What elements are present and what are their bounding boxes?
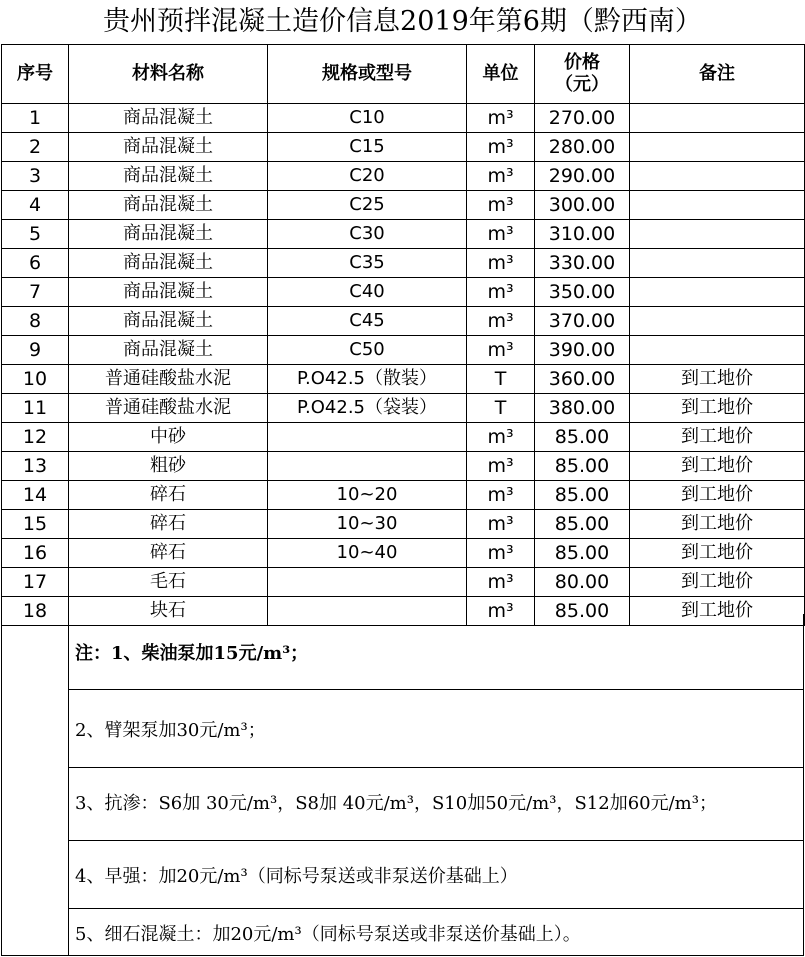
cell-material-name: 商品混凝土 <box>69 191 268 220</box>
cell-spec: C20 <box>268 162 467 191</box>
cell-material-name: 中砂 <box>69 423 268 452</box>
cell-spec: P.O42.5（袋装） <box>268 394 467 423</box>
cell-unit: m³ <box>467 278 535 307</box>
cell-material-name: 商品混凝土 <box>69 307 268 336</box>
cell-unit: m³ <box>467 133 535 162</box>
cell-unit: T <box>467 365 535 394</box>
cell-unit: m³ <box>467 307 535 336</box>
table-row <box>2 249 805 278</box>
cell-material-name: 普通硅酸盐水泥 <box>69 365 268 394</box>
table-row <box>2 133 805 162</box>
cell-spec <box>268 423 467 452</box>
cell-material-name: 商品混凝土 <box>69 133 268 162</box>
cell-material-name: 商品混凝土 <box>69 162 268 191</box>
cell-spec: C50 <box>268 336 467 365</box>
cell-remark: 到工地价 <box>630 365 805 394</box>
cell-remark <box>630 249 805 278</box>
notes-spacer <box>2 614 69 955</box>
cell-unit: m³ <box>467 423 535 452</box>
header-price-line1: 价格 <box>564 52 600 73</box>
cell-material-name: 碎石 <box>69 510 268 539</box>
table-row <box>2 162 805 191</box>
cell-unit: m³ <box>467 452 535 481</box>
cell-remark <box>630 162 805 191</box>
cell-material-name: 粗砂 <box>69 452 268 481</box>
cell-remark: 到工地价 <box>630 539 805 568</box>
cell-price: 290.00 <box>535 162 630 191</box>
cell-price: 280.00 <box>535 133 630 162</box>
cell-price: 85.00 <box>535 423 630 452</box>
cell-no: 12 <box>2 423 69 452</box>
cell-spec <box>268 452 467 481</box>
cell-remark: 到工地价 <box>630 481 805 510</box>
cell-remark: 到工地价 <box>630 423 805 452</box>
cell-unit: m³ <box>467 510 535 539</box>
table-row <box>2 394 805 423</box>
header-name: 材料名称 <box>69 45 268 104</box>
cell-remark <box>630 191 805 220</box>
cell-unit: m³ <box>467 104 535 133</box>
cell-unit: m³ <box>467 539 535 568</box>
cell-no: 10 <box>2 365 69 394</box>
table-row <box>2 539 805 568</box>
cell-price: 270.00 <box>535 104 630 133</box>
cell-unit: m³ <box>467 597 535 626</box>
table-row <box>2 423 805 452</box>
table-row <box>2 365 805 394</box>
cell-no: 13 <box>2 452 69 481</box>
table-row <box>2 220 805 249</box>
header-price-line2: （元） <box>555 74 609 95</box>
cell-spec: C30 <box>268 220 467 249</box>
cell-no: 14 <box>2 481 69 510</box>
cell-no: 16 <box>2 539 69 568</box>
note-2: 2、臂架泵加30元/m³； <box>69 690 804 768</box>
cell-unit: m³ <box>467 568 535 597</box>
table-row <box>2 481 805 510</box>
cell-no: 7 <box>2 278 69 307</box>
cell-remark <box>630 336 805 365</box>
cell-remark <box>630 133 805 162</box>
cell-unit: m³ <box>467 249 535 278</box>
cell-material-name: 碎石 <box>69 481 268 510</box>
cell-spec: C25 <box>268 191 467 220</box>
header-unit: 单位 <box>467 45 535 104</box>
cell-no: 9 <box>2 336 69 365</box>
cell-material-name: 商品混凝土 <box>69 249 268 278</box>
cell-remark <box>630 104 805 133</box>
cell-no: 15 <box>2 510 69 539</box>
cell-spec: C35 <box>268 249 467 278</box>
cell-spec: C10 <box>268 104 467 133</box>
cell-no: 6 <box>2 249 69 278</box>
note-1: 注：1、柴油泵加15元/m³； <box>69 614 804 690</box>
note-5: 5、细石混凝土：加20元/m³（同标号泵送或非泵送价基础上）。 <box>75 923 581 945</box>
cell-no: 18 <box>2 597 69 626</box>
cell-remark: 到工地价 <box>630 568 805 597</box>
header-no: 序号 <box>2 45 69 104</box>
cell-no: 3 <box>2 162 69 191</box>
header-spec: 规格或型号 <box>268 45 467 104</box>
table-row <box>2 191 805 220</box>
notes-section <box>1 614 804 956</box>
cell-spec: 10~40 <box>268 539 467 568</box>
cell-price: 370.00 <box>535 307 630 336</box>
cell-remark: 到工地价 <box>630 510 805 539</box>
cell-price: 350.00 <box>535 278 630 307</box>
cell-unit: m³ <box>467 191 535 220</box>
page-title: 贵州预拌混凝土造价信息2019年第6期（黔西南） <box>103 6 702 37</box>
cell-no: 4 <box>2 191 69 220</box>
cell-price: 85.00 <box>535 510 630 539</box>
cell-material-name: 商品混凝土 <box>69 104 268 133</box>
table-row <box>2 336 805 365</box>
table-row <box>2 568 805 597</box>
cell-material-name: 块石 <box>69 597 268 626</box>
cell-spec: C45 <box>268 307 467 336</box>
cell-material-name: 商品混凝土 <box>69 220 268 249</box>
header-remark: 备注 <box>630 45 805 104</box>
note-4: 4、早强：加20元/m³（同标号泵送或非泵送价基础上） <box>69 841 804 909</box>
cell-unit: m³ <box>467 481 535 510</box>
cell-no: 1 <box>2 104 69 133</box>
table-row <box>2 510 805 539</box>
cell-remark <box>630 307 805 336</box>
cell-spec: 10~20 <box>268 481 467 510</box>
cell-remark: 到工地价 <box>630 452 805 481</box>
cell-remark: 到工地价 <box>630 597 805 626</box>
cell-price: 360.00 <box>535 365 630 394</box>
cell-spec: P.O42.5（散装） <box>268 365 467 394</box>
cell-material-name: 碎石 <box>69 539 268 568</box>
cell-material-name: 普通硅酸盐水泥 <box>69 394 268 423</box>
cell-spec: C15 <box>268 133 467 162</box>
cell-unit: m³ <box>467 336 535 365</box>
cell-unit: m³ <box>467 220 535 249</box>
cell-no: 5 <box>2 220 69 249</box>
table-header-row <box>2 45 805 104</box>
table-row <box>2 452 805 481</box>
cell-spec: 10~30 <box>268 510 467 539</box>
cell-no: 17 <box>2 568 69 597</box>
cell-material-name: 毛石 <box>69 568 268 597</box>
cell-no: 11 <box>2 394 69 423</box>
table-row <box>2 104 805 133</box>
cell-remark <box>630 220 805 249</box>
cell-price: 85.00 <box>535 481 630 510</box>
cell-price: 85.00 <box>535 597 630 626</box>
cell-material-name: 商品混凝土 <box>69 336 268 365</box>
cell-spec <box>268 568 467 597</box>
cell-spec: C40 <box>268 278 467 307</box>
cell-price: 85.00 <box>535 452 630 481</box>
cell-price: 380.00 <box>535 394 630 423</box>
price-table <box>1 44 805 626</box>
cell-no: 8 <box>2 307 69 336</box>
cell-remark <box>630 278 805 307</box>
header-price <box>535 45 630 104</box>
cell-price: 330.00 <box>535 249 630 278</box>
cell-price: 80.00 <box>535 568 630 597</box>
table-row <box>2 278 805 307</box>
cell-unit: T <box>467 394 535 423</box>
table-row <box>2 307 805 336</box>
cell-material-name: 商品混凝土 <box>69 278 268 307</box>
cell-price: 300.00 <box>535 191 630 220</box>
cell-remark: 到工地价 <box>630 394 805 423</box>
cell-price: 390.00 <box>535 336 630 365</box>
note-3: 3、抗渗：S6加 30元/m³，S8加 40元/m³，S10加50元/m³，S12加60元/m³； <box>69 768 804 841</box>
cell-price: 85.00 <box>535 539 630 568</box>
cell-no: 2 <box>2 133 69 162</box>
cell-unit: m³ <box>467 162 535 191</box>
cell-price: 310.00 <box>535 220 630 249</box>
